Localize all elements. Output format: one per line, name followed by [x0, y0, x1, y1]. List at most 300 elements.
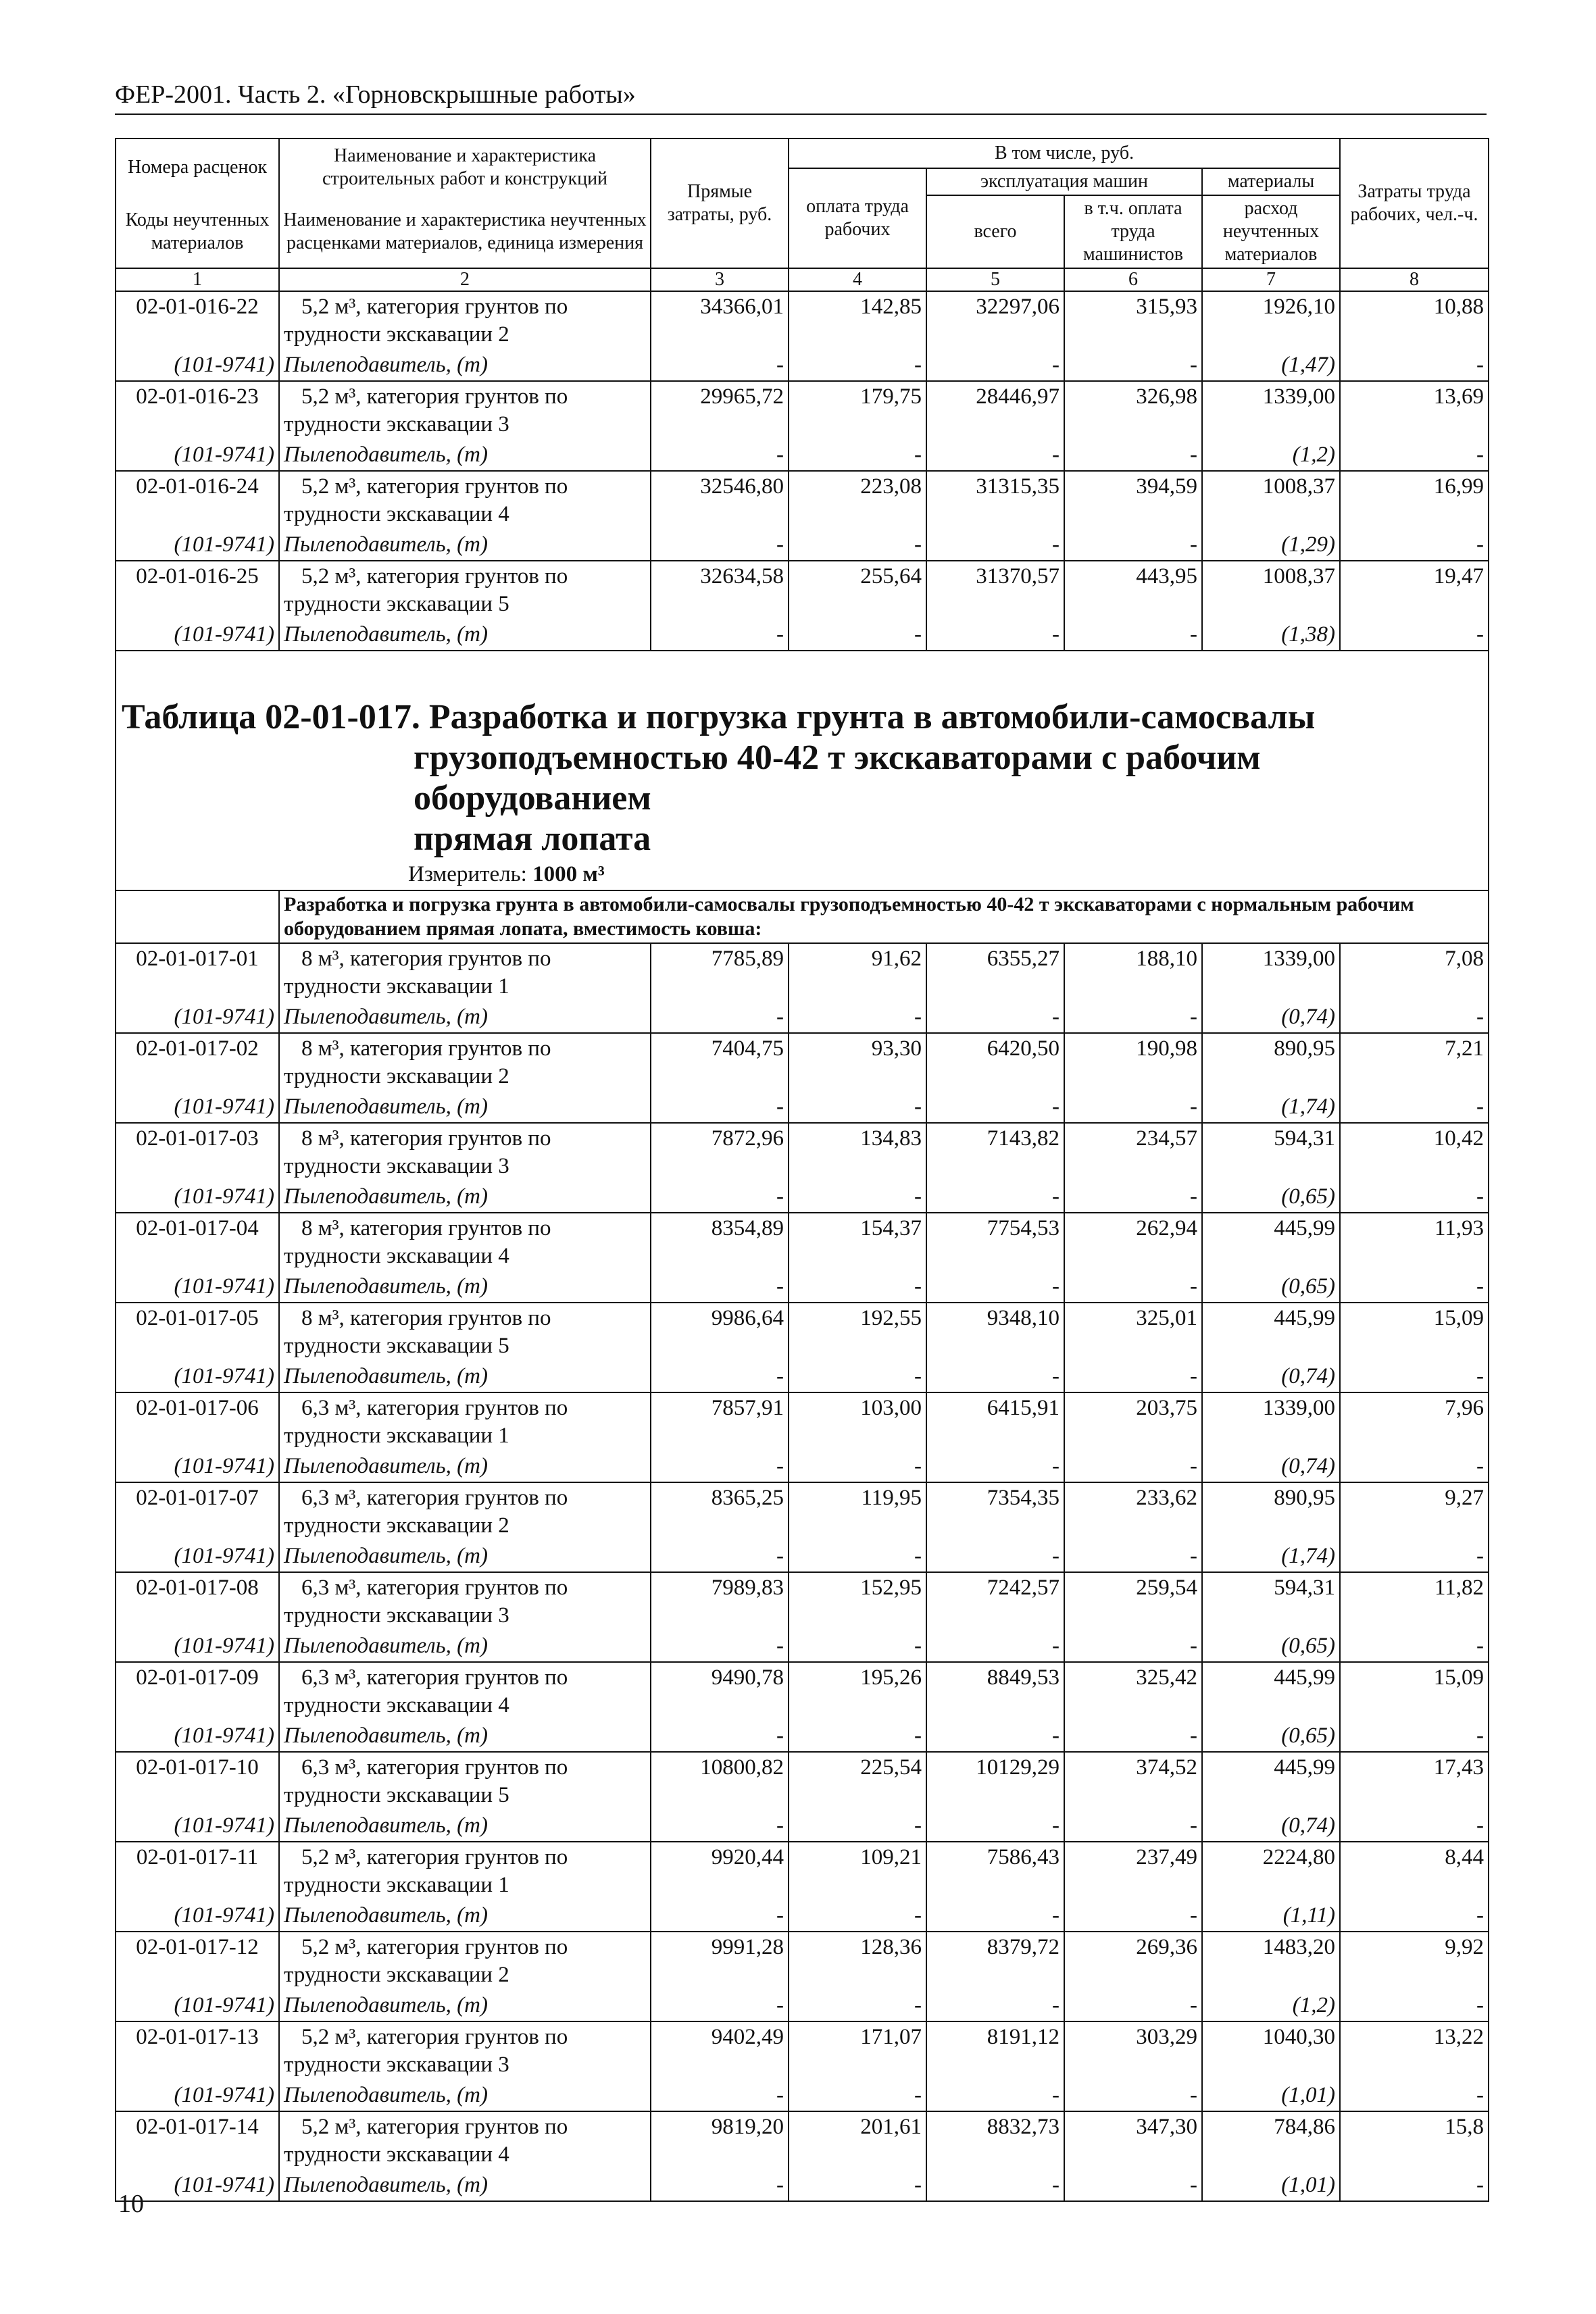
material-name: Пылеподавитель, (т) — [279, 1811, 651, 1842]
dash-cell: - — [1064, 1990, 1202, 2021]
machinists-pay: 325,42 — [1064, 1662, 1202, 1721]
dash-cell: - — [1064, 1361, 1202, 1392]
table-title-line1: Таблица 02-01-017. Разработка и погрузка грунта в автомобили-самосвалы — [122, 698, 1316, 736]
labor-pay: 128,36 — [789, 1932, 926, 1990]
work-desc — [279, 2021, 651, 2080]
dash-cell: - — [651, 350, 789, 381]
labor-pay: 119,95 — [789, 1482, 926, 1541]
dash-cell: - — [789, 2080, 926, 2111]
dash-cell: - — [926, 1541, 1064, 1572]
material-row — [116, 1901, 1489, 1932]
dash-cell: - — [651, 440, 789, 471]
rate-code: 02-01-017-09 — [116, 1662, 279, 1721]
material-consumption: (0,74) — [1202, 1451, 1340, 1482]
work-desc-line2: трудности экскавации 2 — [284, 322, 509, 347]
dash-cell: - — [789, 1002, 926, 1033]
machinists-pay: 325,01 — [1064, 1303, 1202, 1361]
dash-cell: - — [926, 1182, 1064, 1213]
dash-cell: - — [651, 1092, 789, 1123]
material-row — [116, 350, 1489, 381]
dash-cell: - — [1064, 1451, 1202, 1482]
machines-total: 7143,82 — [926, 1123, 1064, 1182]
material-code: (101-9741) — [116, 1631, 279, 1662]
dash-cell: - — [1340, 1631, 1489, 1662]
labor-hours: 7,96 — [1340, 1392, 1489, 1451]
material-code: (101-9741) — [116, 1901, 279, 1932]
material-code: (101-9741) — [116, 1811, 279, 1842]
machinists-pay: 269,36 — [1064, 1932, 1202, 1990]
material-code: (101-9741) — [116, 1092, 279, 1123]
direct-costs: 9490,78 — [651, 1662, 789, 1721]
dash-cell: - — [789, 1721, 926, 1752]
hdr-including: В том числе, руб. — [789, 139, 1340, 168]
machines-total: 8191,12 — [926, 2021, 1064, 2080]
labor-hours: 13,22 — [1340, 2021, 1489, 2080]
rate-row — [116, 1033, 1489, 1092]
work-desc-line1: 5,2 м³, категория грунтов по — [301, 474, 568, 499]
labor-pay: 201,61 — [789, 2111, 926, 2170]
material-name: Пылеподавитель, (т) — [279, 1721, 651, 1752]
material-name: Пылеподавитель, (т) — [279, 530, 651, 561]
rate-code: 02-01-017-10 — [116, 1752, 279, 1811]
direct-costs: 9991,28 — [651, 1932, 789, 1990]
dash-cell: - — [926, 1901, 1064, 1932]
materials-cost: 890,95 — [1202, 1033, 1340, 1092]
machines-total: 9348,10 — [926, 1303, 1064, 1361]
labor-pay: 179,75 — [789, 381, 926, 440]
dash-cell: - — [1340, 620, 1489, 651]
rate-row — [116, 1213, 1489, 1272]
machines-total: 8832,73 — [926, 2111, 1064, 2170]
dash-cell: - — [651, 2170, 789, 2201]
labor-hours: 17,43 — [1340, 1752, 1489, 1811]
materials-cost: 445,99 — [1202, 1752, 1340, 1811]
dash-cell: - — [926, 1002, 1064, 1033]
dash-cell: - — [651, 1451, 789, 1482]
col-num-7: 7 — [1202, 268, 1340, 291]
machinists-pay: 262,94 — [1064, 1213, 1202, 1272]
dash-cell: - — [1064, 1092, 1202, 1123]
dash-cell: - — [1064, 350, 1202, 381]
rate-code: 02-01-017-05 — [116, 1303, 279, 1361]
rate-row — [116, 1482, 1489, 1541]
col-num-1: 1 — [116, 268, 279, 291]
dash-cell: - — [1064, 1901, 1202, 1932]
materials-cost: 445,99 — [1202, 1662, 1340, 1721]
hdr-machines-total: всего — [926, 195, 1064, 268]
dash-cell: - — [926, 1272, 1064, 1303]
rates-table — [115, 138, 1489, 2202]
materials-cost: 890,95 — [1202, 1482, 1340, 1541]
direct-costs: 7989,83 — [651, 1572, 789, 1631]
work-desc — [279, 943, 651, 1002]
rate-code: 02-01-017-12 — [116, 1932, 279, 1990]
work-desc-line1: 8 м³, категория грунтов по — [301, 1036, 551, 1061]
dash-cell: - — [1340, 1990, 1489, 2021]
material-row — [116, 1721, 1489, 1752]
machinists-pay: 190,98 — [1064, 1033, 1202, 1092]
dash-cell: - — [789, 620, 926, 651]
direct-costs: 7404,75 — [651, 1033, 789, 1092]
work-desc — [279, 1303, 651, 1361]
direct-costs: 9920,44 — [651, 1842, 789, 1901]
machines-total: 32297,06 — [926, 291, 1064, 350]
hdr-work-name: Наименование и характеристика строительных работ и конструкций — [279, 139, 651, 195]
labor-hours: 15,09 — [1340, 1303, 1489, 1361]
dash-cell: - — [1064, 1541, 1202, 1572]
material-name: Пылеподавитель, (т) — [279, 620, 651, 651]
dash-cell: - — [926, 1721, 1064, 1752]
machinists-pay: 315,93 — [1064, 291, 1202, 350]
work-desc — [279, 1033, 651, 1092]
dash-cell: - — [1064, 620, 1202, 651]
material-consumption: (1,47) — [1202, 350, 1340, 381]
dash-cell: - — [789, 1182, 926, 1213]
dash-cell: - — [1064, 1811, 1202, 1842]
labor-pay: 154,37 — [789, 1213, 926, 1272]
dash-cell: - — [1064, 440, 1202, 471]
work-desc — [279, 1842, 651, 1901]
rate-code: 02-01-016-25 — [116, 561, 279, 620]
machines-total: 7242,57 — [926, 1572, 1064, 1631]
machinists-pay: 374,52 — [1064, 1752, 1202, 1811]
work-desc-line2: трудности экскавации 5 — [284, 1783, 509, 1807]
material-consumption: (1,2) — [1202, 440, 1340, 471]
labor-pay: 152,95 — [789, 1572, 926, 1631]
material-code: (101-9741) — [116, 350, 279, 381]
material-consumption: (0,74) — [1202, 1811, 1340, 1842]
dash-cell: - — [926, 440, 1064, 471]
material-consumption: (1,38) — [1202, 620, 1340, 651]
dash-cell: - — [651, 1721, 789, 1752]
col-num-3: 3 — [651, 268, 789, 291]
direct-costs: 9986,64 — [651, 1303, 789, 1361]
dash-cell: - — [1340, 1361, 1489, 1392]
labor-pay: 93,30 — [789, 1033, 926, 1092]
labor-hours: 15,8 — [1340, 2111, 1489, 2170]
work-desc-line1: 8 м³, категория грунтов по — [301, 1216, 551, 1240]
work-desc — [279, 1932, 651, 1990]
dash-cell: - — [926, 1990, 1064, 2021]
materials-cost: 1008,37 — [1202, 561, 1340, 620]
machinists-pay: 234,57 — [1064, 1123, 1202, 1182]
work-desc-line1: 5,2 м³, категория грунтов по — [301, 1935, 568, 1959]
rate-row — [116, 1303, 1489, 1361]
material-code: (101-9741) — [116, 1182, 279, 1213]
work-desc — [279, 291, 651, 350]
dash-cell: - — [926, 530, 1064, 561]
work-desc-line1: 6,3 м³, категория грунтов по — [301, 1755, 568, 1780]
work-desc-line2: трудности экскавации 5 — [284, 1334, 509, 1358]
work-desc-line2: трудности экскавации 4 — [284, 502, 509, 526]
material-code: (101-9741) — [116, 1451, 279, 1482]
work-desc — [279, 1752, 651, 1811]
dash-cell: - — [789, 1631, 926, 1662]
material-consumption: (1,01) — [1202, 2170, 1340, 2201]
material-consumption: (0,65) — [1202, 1272, 1340, 1303]
direct-costs: 32634,58 — [651, 561, 789, 620]
labor-pay: 192,55 — [789, 1303, 926, 1361]
direct-costs: 9402,49 — [651, 2021, 789, 2080]
materials-cost: 1008,37 — [1202, 471, 1340, 530]
labor-hours: 8,44 — [1340, 1842, 1489, 1901]
dash-cell: - — [1064, 1272, 1202, 1303]
labor-hours: 7,21 — [1340, 1033, 1489, 1092]
dash-cell: - — [1064, 2080, 1202, 2111]
work-desc-line2: трудности экскавации 3 — [284, 2053, 509, 2077]
dash-cell: - — [1340, 1541, 1489, 1572]
labor-hours: 7,08 — [1340, 943, 1489, 1002]
material-name: Пылеподавитель, (т) — [279, 350, 651, 381]
dash-cell: - — [926, 2080, 1064, 2111]
machines-total: 8849,53 — [926, 1662, 1064, 1721]
material-name: Пылеподавитель, (т) — [279, 2080, 651, 2111]
dash-cell: - — [926, 1361, 1064, 1392]
dash-cell: - — [651, 2080, 789, 2111]
work-desc — [279, 1572, 651, 1631]
dash-cell: - — [1340, 1002, 1489, 1033]
dash-cell: - — [1064, 2170, 1202, 2201]
material-code: (101-9741) — [116, 440, 279, 471]
labor-pay: 103,00 — [789, 1392, 926, 1451]
work-desc-line1: 6,3 м³, категория грунтов по — [301, 1576, 568, 1600]
machinists-pay: 443,95 — [1064, 561, 1202, 620]
dash-cell: - — [651, 1182, 789, 1213]
material-row — [116, 620, 1489, 651]
work-desc — [279, 1123, 651, 1182]
dash-cell: - — [926, 350, 1064, 381]
rates-sheet — [115, 138, 1488, 2202]
labor-hours: 10,42 — [1340, 1123, 1489, 1182]
work-desc — [279, 561, 651, 620]
rate-code: 02-01-017-01 — [116, 943, 279, 1002]
direct-costs: 34366,01 — [651, 291, 789, 350]
material-consumption: (1,74) — [1202, 1541, 1340, 1572]
rate-row — [116, 291, 1489, 350]
dash-cell: - — [651, 1272, 789, 1303]
machines-total: 7586,43 — [926, 1842, 1064, 1901]
material-row — [116, 1811, 1489, 1842]
direct-costs: 29965,72 — [651, 381, 789, 440]
dash-cell: - — [926, 1092, 1064, 1123]
work-desc — [279, 471, 651, 530]
work-desc-line2: трудности экскавации 4 — [284, 1693, 509, 1717]
material-row — [116, 1182, 1489, 1213]
material-row — [116, 1272, 1489, 1303]
material-name: Пылеподавитель, (т) — [279, 2170, 651, 2201]
material-row — [116, 1541, 1489, 1572]
material-consumption: (1,2) — [1202, 1990, 1340, 2021]
machinists-pay: 237,49 — [1064, 1842, 1202, 1901]
labor-hours: 9,27 — [1340, 1482, 1489, 1541]
rate-code: 02-01-017-02 — [116, 1033, 279, 1092]
table-title-line3: прямая лопата — [414, 820, 651, 858]
hdr-rate-number: Номера расценок — [116, 139, 279, 195]
table-title — [116, 695, 1489, 859]
col-num-6: 6 — [1064, 268, 1202, 291]
work-desc-line1: 5,2 м³, категория грунтов по — [301, 1845, 568, 1869]
materials-cost: 445,99 — [1202, 1303, 1340, 1361]
work-desc-line2: трудности экскавации 1 — [284, 974, 509, 999]
dash-cell: - — [651, 1541, 789, 1572]
hdr-mat-codes: Коды неучтенных материалов — [116, 195, 279, 268]
direct-costs: 32546,80 — [651, 471, 789, 530]
dash-cell: - — [926, 1631, 1064, 1662]
work-desc — [279, 381, 651, 440]
rate-code: 02-01-016-23 — [116, 381, 279, 440]
material-consumption: (0,65) — [1202, 1631, 1340, 1662]
work-desc-line2: трудности экскавации 3 — [284, 412, 509, 436]
material-name: Пылеподавитель, (т) — [279, 1272, 651, 1303]
dash-cell: - — [789, 530, 926, 561]
material-name: Пылеподавитель, (т) — [279, 1990, 651, 2021]
material-consumption: (0,74) — [1202, 1361, 1340, 1392]
work-desc — [279, 1213, 651, 1272]
direct-costs: 10800,82 — [651, 1752, 789, 1811]
direct-costs: 9819,20 — [651, 2111, 789, 2170]
dash-cell: - — [651, 1361, 789, 1392]
materials-cost: 445,99 — [1202, 1213, 1340, 1272]
material-name: Пылеподавитель, (т) — [279, 440, 651, 471]
materials-cost: 784,86 — [1202, 2111, 1340, 2170]
materials-cost: 1040,30 — [1202, 2021, 1340, 2080]
dash-cell: - — [789, 1361, 926, 1392]
dash-cell: - — [1340, 1272, 1489, 1303]
machines-total: 6355,27 — [926, 943, 1064, 1002]
hdr-mat-consumption: расход неучтенных материалов — [1202, 195, 1340, 268]
dash-cell: - — [789, 1901, 926, 1932]
work-desc-line1: 6,3 м³, категория грунтов по — [301, 1665, 568, 1690]
material-name: Пылеподавитель, (т) — [279, 1361, 651, 1392]
material-code: (101-9741) — [116, 1002, 279, 1033]
rate-row — [116, 1572, 1489, 1631]
work-desc-line1: 5,2 м³, категория грунтов по — [301, 2025, 568, 2049]
rate-code: 02-01-017-08 — [116, 1572, 279, 1631]
material-row — [116, 1002, 1489, 1033]
hdr-direct-costs: Прямые затраты, руб. — [651, 139, 789, 268]
work-desc-line1: 6,3 м³, категория грунтов по — [301, 1486, 568, 1510]
material-consumption: (1,74) — [1202, 1092, 1340, 1123]
hdr-labor-cost: Затраты труда рабочих, чел.-ч. — [1340, 139, 1489, 268]
machines-total: 31315,35 — [926, 471, 1064, 530]
dash-cell: - — [651, 530, 789, 561]
work-desc-line2: трудности экскавации 3 — [284, 1154, 509, 1178]
labor-pay: 91,62 — [789, 943, 926, 1002]
machines-total: 10129,29 — [926, 1752, 1064, 1811]
material-name: Пылеподавитель, (т) — [279, 1092, 651, 1123]
rate-row — [116, 2021, 1489, 2080]
machinists-pay: 303,29 — [1064, 2021, 1202, 2080]
work-desc — [279, 2111, 651, 2170]
dash-cell: - — [1340, 2170, 1489, 2201]
rate-row — [116, 1932, 1489, 1990]
material-code: (101-9741) — [116, 1272, 279, 1303]
dash-cell: - — [789, 350, 926, 381]
material-row — [116, 2170, 1489, 2201]
rate-code: 02-01-017-13 — [116, 2021, 279, 2080]
material-row — [116, 1092, 1489, 1123]
labor-pay: 225,54 — [789, 1752, 926, 1811]
materials-cost: 1339,00 — [1202, 943, 1340, 1002]
dash-cell: - — [651, 1990, 789, 2021]
work-desc-line1: 5,2 м³, категория грунтов по — [301, 384, 568, 409]
labor-hours: 11,82 — [1340, 1572, 1489, 1631]
dash-cell: - — [926, 1451, 1064, 1482]
material-row — [116, 440, 1489, 471]
rate-row — [116, 561, 1489, 620]
material-code: (101-9741) — [116, 1361, 279, 1392]
materials-cost: 1483,20 — [1202, 1932, 1340, 1990]
dash-cell: - — [926, 620, 1064, 651]
dash-cell: - — [789, 1272, 926, 1303]
material-consumption: (0,65) — [1202, 1182, 1340, 1213]
direct-costs: 7872,96 — [651, 1123, 789, 1182]
work-desc-line2: трудности экскавации 1 — [284, 1873, 509, 1897]
materials-cost: 1339,00 — [1202, 1392, 1340, 1451]
dash-cell: - — [1340, 1092, 1489, 1123]
labor-pay: 223,08 — [789, 471, 926, 530]
material-consumption: (1,29) — [1202, 530, 1340, 561]
measure-line — [116, 859, 1489, 890]
rate-row — [116, 1752, 1489, 1811]
material-name: Пылеподавитель, (т) — [279, 1002, 651, 1033]
labor-pay: 195,26 — [789, 1662, 926, 1721]
col-num-2: 2 — [279, 268, 651, 291]
material-name: Пылеподавитель, (т) — [279, 1541, 651, 1572]
section-heading: Разработка и погрузка грунта в автомобили-самосвалы грузоподъемностью 40-42 т экскаваторами с нормальным рабочим оборудованием прямая лопата, вместимость ковша: — [279, 890, 1489, 943]
dash-cell: - — [1340, 1451, 1489, 1482]
machines-total: 31370,57 — [926, 561, 1064, 620]
work-desc-line2: трудности экскавации 1 — [284, 1424, 509, 1448]
work-desc-line2: трудности экскавации 2 — [284, 1064, 509, 1088]
rate-code: 02-01-016-24 — [116, 471, 279, 530]
rate-code: 02-01-016-22 — [116, 291, 279, 350]
machines-total: 6415,91 — [926, 1392, 1064, 1451]
dash-cell: - — [651, 1901, 789, 1932]
labor-hours: 16,99 — [1340, 471, 1489, 530]
dash-cell: - — [651, 1002, 789, 1033]
dash-cell: - — [789, 2170, 926, 2201]
rate-row — [116, 2111, 1489, 2170]
rate-row — [116, 1123, 1489, 1182]
material-consumption: (0,74) — [1202, 1002, 1340, 1033]
rate-code: 02-01-017-03 — [116, 1123, 279, 1182]
material-code: (101-9741) — [116, 2170, 279, 2201]
material-code: (101-9741) — [116, 2080, 279, 2111]
labor-hours: 19,47 — [1340, 561, 1489, 620]
labor-hours: 9,92 — [1340, 1932, 1489, 1990]
rate-code: 02-01-017-06 — [116, 1392, 279, 1451]
col-num-8: 8 — [1340, 268, 1489, 291]
labor-pay: 134,83 — [789, 1123, 926, 1182]
work-desc-line2: трудности экскавации 2 — [284, 1963, 509, 1987]
rate-code: 02-01-017-04 — [116, 1213, 279, 1272]
materials-cost: 594,31 — [1202, 1123, 1340, 1182]
material-row — [116, 1990, 1489, 2021]
material-consumption: (0,65) — [1202, 1721, 1340, 1752]
work-desc — [279, 1392, 651, 1451]
dash-cell: - — [651, 1811, 789, 1842]
labor-hours: 10,88 — [1340, 291, 1489, 350]
machinists-pay: 233,62 — [1064, 1482, 1202, 1541]
work-desc-line2: трудности экскавации 2 — [284, 1513, 509, 1538]
dash-cell: - — [789, 1092, 926, 1123]
dash-cell: - — [789, 1541, 926, 1572]
rate-row — [116, 1842, 1489, 1901]
rate-code: 02-01-017-07 — [116, 1482, 279, 1541]
dash-cell: - — [1340, 1901, 1489, 1932]
dash-cell: - — [789, 1451, 926, 1482]
